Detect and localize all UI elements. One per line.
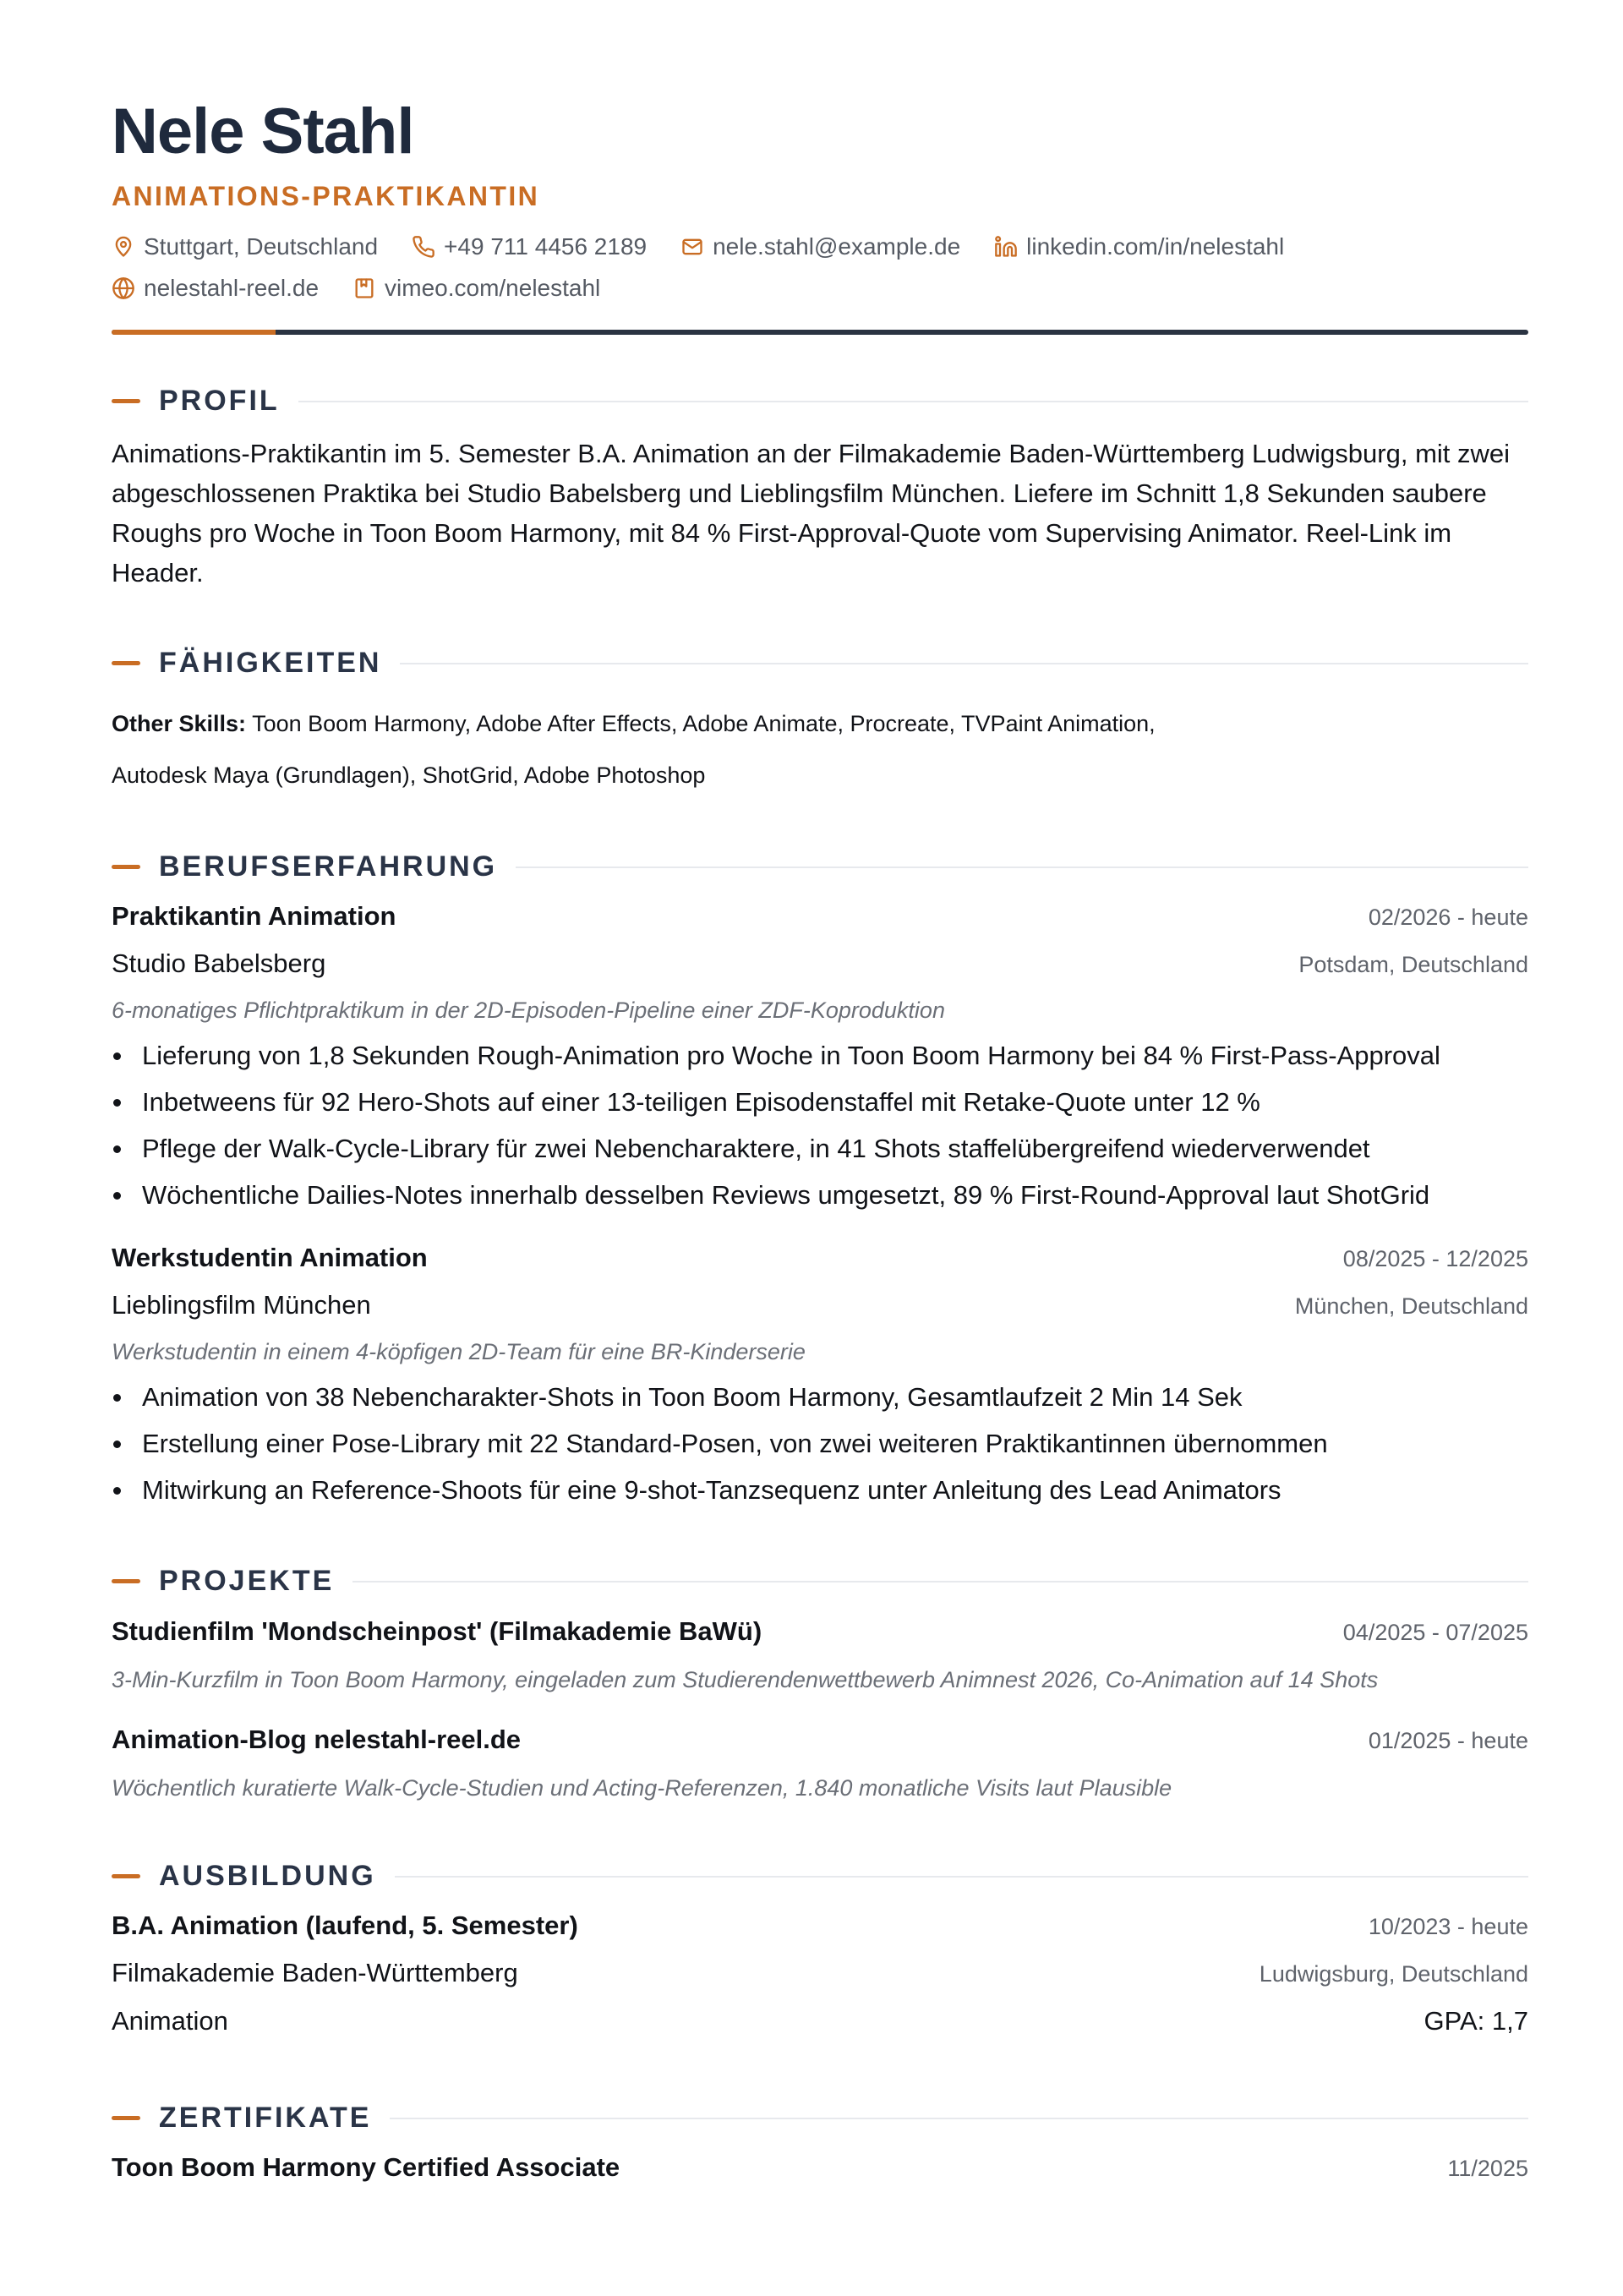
skills-line-1 [112,698,1528,750]
job-location: Potsdam, Deutschland [1298,952,1528,977]
section-heading-skills [112,647,1528,680]
vimeo-text: vimeo.com/nelestahl [385,275,601,301]
location-text: Stuttgart, Deutschland [144,233,379,260]
section-title: PROFIL [159,385,280,417]
bookmark-icon [352,276,376,300]
contact-email[interactable] [680,233,960,260]
job-title: Werkstudentin Animation [112,1243,428,1272]
job-header [112,1243,1528,1273]
project-title: Animation-Blog nelestahl-reel.de [112,1725,522,1754]
contact-website[interactable] [112,275,319,302]
job-location: München, Deutschland [1294,1293,1528,1319]
section-title: BERUFSERFAHRUNG [159,850,498,883]
section-rule [395,1876,1528,1878]
education-gpa: GPA: 1,7 [1424,2006,1528,2036]
certificate-date: 11/2025 [1447,2156,1528,2181]
header-divider [112,330,1528,335]
job-title: Praktikantin Animation [112,901,396,931]
contact-row [112,233,1528,260]
job-dates: 02/2026 - heute [1368,905,1528,930]
section-dash [112,865,140,869]
profile-summary: Animations-Praktikantin im 5. Semester B.A. Animation an der Filmakademie Baden-Württemberg Ludwigsburg, mit zwei abgeschlossenen Praktika bei Studio Babelsberg und Lieblingsfilm München. Liefere im Schnitt 1,8 Sekunden saubere Roughs pro Woche in Toon Boom Harmony, mit 84 % First-Approval-Quote vom Supervising Animator. Reel-Link im Header. [112,439,1511,588]
list-item: Inbetweens für 92 Hero-Shots auf einer 13-teiligen Episodenstaffel mit Retake-Quote unter 12 % [112,1079,1528,1125]
list-item: Pflege der Walk-Cycle-Library für zwei Nebencharaktere, in 41 Shots staffelübergreifend wiederverwendet [112,1125,1528,1172]
section-dash [112,399,140,403]
education-dates: 10/2023 - heute [1368,1914,1528,1939]
section-title: FÄHIGKEITEN [159,647,382,679]
globe-icon [112,276,135,300]
job-bullets [112,1032,1528,1218]
phone-icon [412,235,435,259]
section-title: ZERTIFIKATE [159,2102,372,2134]
phone-text: +49 711 4456 2189 [444,233,648,260]
skills-list [112,698,1528,801]
education-school-row [112,1958,1528,1988]
project-title: Studienfilm 'Mondscheinpost' (Filmakademie BaWü) [112,1616,762,1646]
section-heading-certificates [112,2102,1528,2135]
section-rule [352,1581,1528,1583]
section-rule [400,663,1528,664]
education-field-row [112,2006,1528,2036]
certificate-row [112,2152,1528,2183]
section-rule [298,401,1528,402]
section-dash [112,1874,140,1878]
candidate-name: Nele Stahl [112,96,414,167]
job-description: 6-monatiges Pflichtpraktikum in der 2D-Episoden-Pipeline einer ZDF-Koproduktion [112,998,945,1023]
job-company: Lieblingsfilm München [112,1290,371,1320]
list-item: Lieferung von 1,8 Sekunden Rough-Animation pro Woche in Toon Boom Harmony bei 84 % First-Pass-Approval [112,1032,1528,1079]
job-company-row [112,948,1528,979]
education-field: Animation [112,2006,228,2036]
skills-line-2: Autodesk Maya (Grundlagen), ShotGrid, Adobe Photoshop [112,763,706,788]
section-heading-experience [112,850,1528,883]
project-header [112,1725,1528,1755]
education-degree: B.A. Animation (laufend, 5. Semester) [112,1911,578,1940]
section-title: PROJEKTE [159,1565,335,1597]
candidate-role: ANIMATIONS-PRAKTIKANTIN [112,181,540,211]
section-dash [112,2116,140,2120]
section-heading-projects [112,1565,1528,1598]
section-rule [516,866,1528,868]
education-header [112,1911,1528,1941]
job-header [112,901,1528,932]
contact-location [112,233,378,260]
job-company-row [112,1290,1528,1320]
linkedin-text: linkedin.com/in/nelestahl [1026,233,1285,260]
skills-label: Other Skills: [112,711,247,736]
list-item: Animation von 38 Nebencharakter-Shots in Toon Boom Harmony, Gesamtlaufzeit 2 Min 14 Sek [112,1374,1528,1420]
list-item: Wöchentliche Dailies-Notes innerhalb desselben Reviews umgesetzt, 89 % First-Round-Approval laut ShotGrid [112,1172,1528,1218]
contact-row-2 [112,275,1528,302]
skills-text-1: Toon Boom Harmony, Adobe After Effects, Adobe Animate, Procreate, TVPaint Animation, [252,711,1156,736]
education-school: Filmakademie Baden-Württemberg [112,1958,518,1987]
job-description: Werkstudentin in einem 4-köpfigen 2D-Team für eine BR-Kinderserie [112,1339,806,1364]
project-description: 3-Min-Kurzfilm in Toon Boom Harmony, eingeladen zum Studierendenwettbewerb Animnest 2026, Co-Animation auf 14 Shots [112,1667,1379,1692]
section-rule [390,2118,1528,2119]
mail-icon [680,235,704,259]
contact-linkedin[interactable] [994,233,1284,260]
location-icon [112,235,135,259]
list-item: Mitwirkung an Reference-Shoots für eine 9-shot-Tanzsequenz unter Anleitung des Lead Animators [112,1467,1528,1513]
section-heading-profile [112,385,1528,418]
email-text: nele.stahl@example.de [713,233,961,260]
contact-phone[interactable] [412,233,647,260]
job-bullets [112,1374,1528,1513]
job-dates: 08/2025 - 12/2025 [1342,1246,1528,1271]
contact-vimeo[interactable] [352,275,600,302]
linkedin-icon [994,235,1018,259]
section-dash [112,1579,140,1583]
job-company: Studio Babelsberg [112,948,326,978]
header-divider-accent [112,330,276,335]
website-text: nelestahl-reel.de [144,275,320,301]
section-heading-education [112,1860,1528,1893]
list-item: Erstellung einer Pose-Library mit 22 Standard-Posen, von zwei weiteren Praktikantinnen übernommen [112,1420,1528,1467]
project-dates: 01/2025 - heute [1368,1728,1528,1753]
section-dash [112,661,140,665]
project-dates: 04/2025 - 07/2025 [1342,1620,1528,1645]
project-header [112,1616,1528,1647]
project-description: Wöchentlich kuratierte Walk-Cycle-Studien und Acting-Referenzen, 1.840 monatliche Visits laut Plausible [112,1775,1172,1801]
section-title: AUSBILDUNG [159,1860,376,1892]
certificate-title: Toon Boom Harmony Certified Associate [112,2152,620,2182]
education-location: Ludwigsburg, Deutschland [1259,1961,1528,1987]
